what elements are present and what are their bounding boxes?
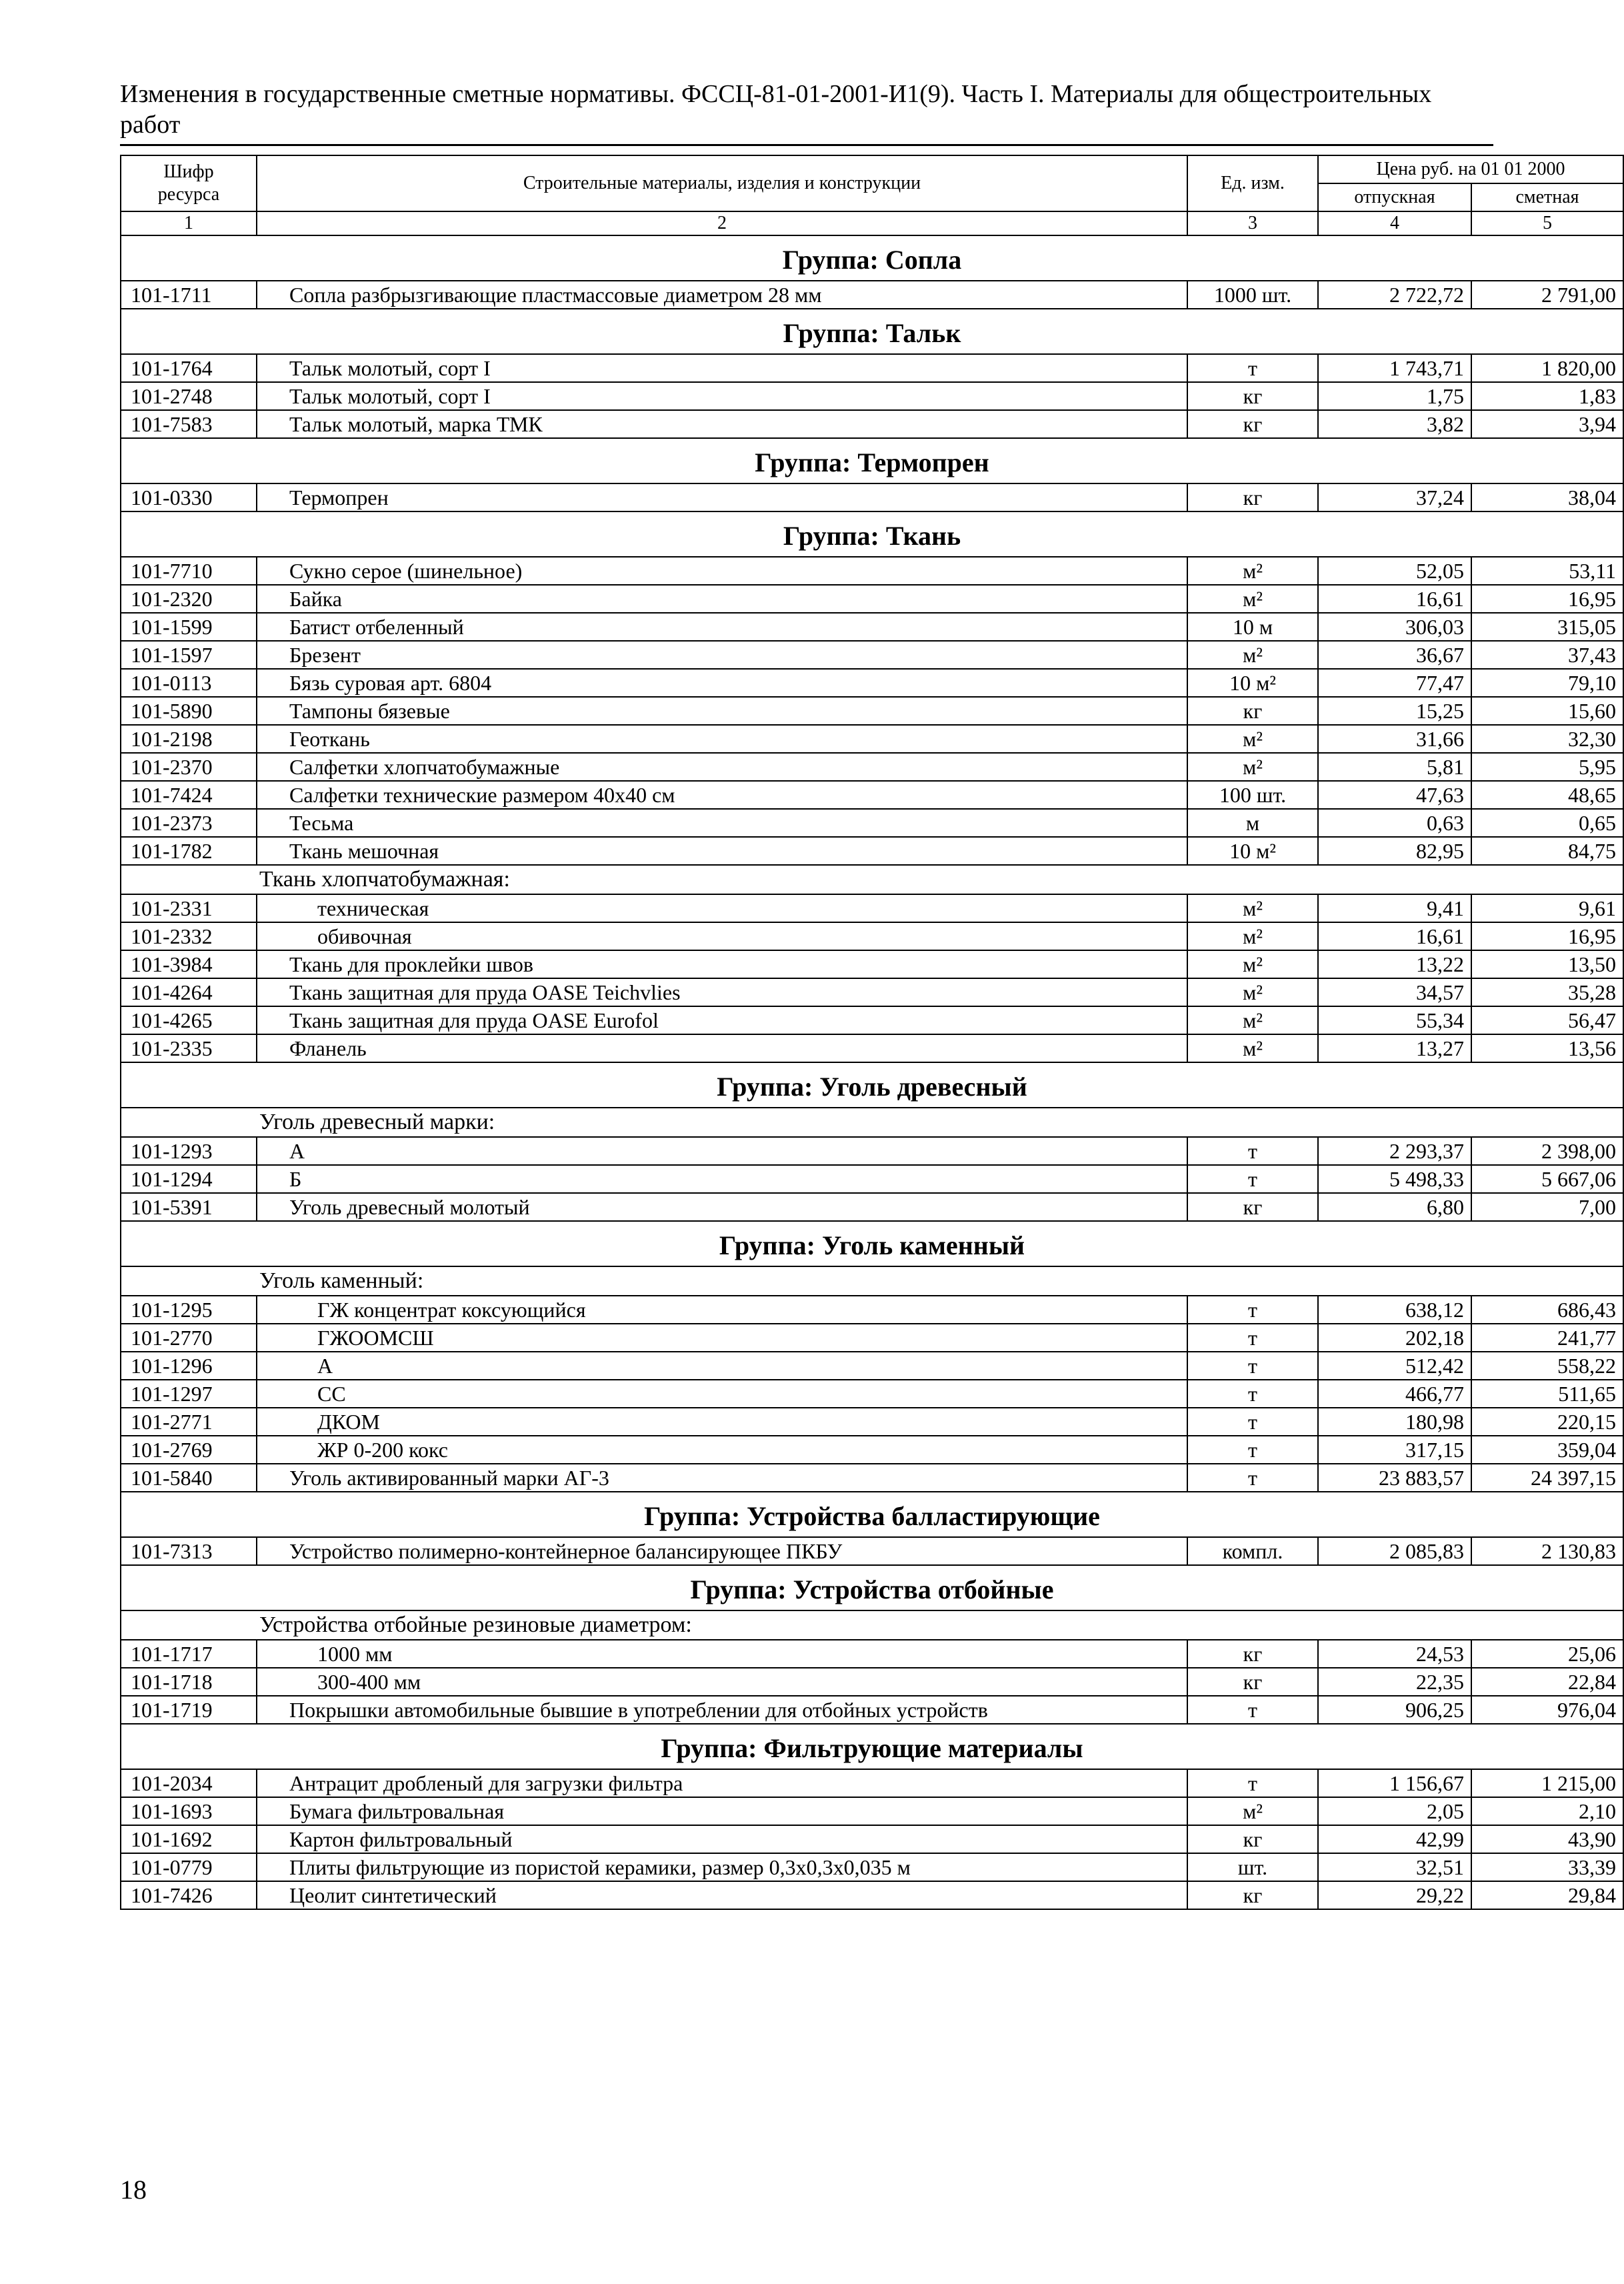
subgroup-spacer [121, 1266, 257, 1296]
unit-of-measure: т [1187, 1696, 1318, 1724]
release-price: 36,67 [1318, 641, 1471, 669]
estimate-price: 43,90 [1471, 1825, 1623, 1853]
unit-of-measure: т [1187, 1436, 1318, 1464]
table-row [121, 1006, 1623, 1034]
unit-of-measure: кг [1187, 1193, 1318, 1221]
resource-code: 101-1293 [121, 1137, 257, 1165]
table-body [121, 235, 1623, 1909]
resource-code: 101-4264 [121, 978, 257, 1006]
material-name: Тальк молотый, сорт I [257, 382, 1187, 410]
release-price: 42,99 [1318, 1825, 1471, 1853]
table-row [121, 669, 1623, 697]
resource-code: 101-1711 [121, 281, 257, 309]
release-price: 9,41 [1318, 894, 1471, 922]
estimate-price: 3,94 [1471, 410, 1623, 438]
resource-code: 101-7424 [121, 781, 257, 809]
estimate-price: 359,04 [1471, 1436, 1623, 1464]
unit-of-measure: т [1187, 354, 1318, 382]
material-name: Бязь суровая арт. 6804 [257, 669, 1187, 697]
table-row [121, 753, 1623, 781]
resource-code: 101-1717 [121, 1640, 257, 1668]
resource-code: 101-0330 [121, 483, 257, 511]
resource-code: 101-1294 [121, 1165, 257, 1193]
material-name: ГЖ концентрат коксующийся [257, 1296, 1187, 1324]
release-price: 52,05 [1318, 557, 1471, 585]
estimate-price: 48,65 [1471, 781, 1623, 809]
release-price: 22,35 [1318, 1668, 1471, 1696]
group-title: Группа: Уголь каменный [121, 1221, 1623, 1266]
resource-code: 101-2769 [121, 1436, 257, 1464]
material-name: Картон фильтровальный [257, 1825, 1187, 1853]
unit-of-measure: м [1187, 809, 1318, 837]
document-title: Изменения в государственные сметные нормативы. ФССЦ-81-01-2001-И1(9). Часть I. Материалы для общестроительных работ [120, 80, 1432, 139]
estimate-price: 38,04 [1471, 483, 1623, 511]
table-header [121, 155, 1623, 235]
table-row [121, 1380, 1623, 1408]
unit-of-measure: м² [1187, 978, 1318, 1006]
table-row [121, 354, 1623, 382]
material-name: Батист отбеленный [257, 613, 1187, 641]
estimate-price: 53,11 [1471, 557, 1623, 585]
resource-code: 101-2320 [121, 585, 257, 613]
column-number: 2 [257, 211, 1187, 235]
estimate-price: 2 791,00 [1471, 281, 1623, 309]
estimate-price: 13,56 [1471, 1034, 1623, 1062]
estimate-price: 29,84 [1471, 1881, 1623, 1909]
estimate-price: 7,00 [1471, 1193, 1623, 1221]
release-price: 13,27 [1318, 1034, 1471, 1062]
resource-code: 101-7426 [121, 1881, 257, 1909]
release-price: 16,61 [1318, 585, 1471, 613]
unit-of-measure: кг [1187, 1881, 1318, 1909]
material-name: Цеолит синтетический [257, 1881, 1187, 1909]
material-name: Геоткань [257, 725, 1187, 753]
table-row [121, 1408, 1623, 1436]
release-price: 23 883,57 [1318, 1464, 1471, 1492]
material-name: ЖР 0-200 кокс [257, 1436, 1187, 1464]
table-row [121, 483, 1623, 511]
unit-of-measure: кг [1187, 1640, 1318, 1668]
table-row [121, 1193, 1623, 1221]
table-row [121, 1464, 1623, 1492]
resource-code: 101-2335 [121, 1034, 257, 1062]
unit-of-measure: кг [1187, 382, 1318, 410]
unit-of-measure: т [1187, 1352, 1318, 1380]
release-price: 82,95 [1318, 837, 1471, 865]
table-row [121, 1668, 1623, 1696]
material-name: Сопла разбрызгивающие пластмассовые диаметром 28 мм [257, 281, 1187, 309]
release-price: 15,25 [1318, 697, 1471, 725]
group-heading-row [121, 309, 1623, 354]
table-row [121, 281, 1623, 309]
material-name: А [257, 1352, 1187, 1380]
estimate-price: 13,50 [1471, 950, 1623, 978]
estimate-price: 0,65 [1471, 809, 1623, 837]
unit-of-measure: т [1187, 1464, 1318, 1492]
header-code: Шифр ресурса [121, 155, 257, 211]
estimate-price: 84,75 [1471, 837, 1623, 865]
unit-of-measure: т [1187, 1380, 1318, 1408]
resource-code: 101-2373 [121, 809, 257, 837]
unit-of-measure: кг [1187, 1825, 1318, 1853]
unit-of-measure: м² [1187, 894, 1318, 922]
group-title: Группа: Ткань [121, 511, 1623, 557]
resource-code: 101-3984 [121, 950, 257, 978]
table-row [121, 1436, 1623, 1464]
release-price: 3,82 [1318, 410, 1471, 438]
group-heading-row [121, 438, 1623, 483]
unit-of-measure: 10 м [1187, 613, 1318, 641]
unit-of-measure: м² [1187, 557, 1318, 585]
resource-code: 101-7583 [121, 410, 257, 438]
column-number: 3 [1187, 211, 1318, 235]
resource-code: 101-1718 [121, 1668, 257, 1696]
group-title: Группа: Уголь древесный [121, 1062, 1623, 1108]
table-row [121, 1137, 1623, 1165]
subgroup-heading-row [121, 1610, 1623, 1640]
table-row [121, 1825, 1623, 1853]
column-number: 4 [1318, 211, 1471, 235]
table-row [121, 950, 1623, 978]
release-price: 32,51 [1318, 1853, 1471, 1881]
material-name: Брезент [257, 641, 1187, 669]
release-price: 0,63 [1318, 809, 1471, 837]
unit-of-measure: м² [1187, 585, 1318, 613]
estimate-price: 1 820,00 [1471, 354, 1623, 382]
material-name: Ткань для проклейки швов [257, 950, 1187, 978]
release-price: 466,77 [1318, 1380, 1471, 1408]
subgroup-heading-row [121, 1266, 1623, 1296]
estimate-price: 2 398,00 [1471, 1137, 1623, 1165]
material-name: Тесьма [257, 809, 1187, 837]
table-row [121, 557, 1623, 585]
header-price: Цена руб. на 01 01 2000 [1318, 155, 1623, 183]
table-row [121, 1537, 1623, 1565]
material-name: Фланель [257, 1034, 1187, 1062]
resource-code: 101-1599 [121, 613, 257, 641]
group-heading-row [121, 1221, 1623, 1266]
title-divider [120, 144, 1493, 146]
price-table-container [120, 155, 1617, 1910]
resource-code: 101-2331 [121, 894, 257, 922]
release-price: 5,81 [1318, 753, 1471, 781]
material-name: Ткань мешочная [257, 837, 1187, 865]
material-name: Ткань защитная для пруда OASE Eurofol [257, 1006, 1187, 1034]
resource-code: 101-1296 [121, 1352, 257, 1380]
release-price: 2,05 [1318, 1797, 1471, 1825]
unit-of-measure: 100 шт. [1187, 781, 1318, 809]
group-title: Группа: Термопрен [121, 438, 1623, 483]
group-heading-row [121, 1492, 1623, 1537]
table-row [121, 781, 1623, 809]
release-price: 1,75 [1318, 382, 1471, 410]
table-row [121, 894, 1623, 922]
resource-code: 101-1719 [121, 1696, 257, 1724]
resource-code: 101-7710 [121, 557, 257, 585]
release-price: 906,25 [1318, 1696, 1471, 1724]
resource-code: 101-1764 [121, 354, 257, 382]
resource-code: 101-7313 [121, 1537, 257, 1565]
table-row [121, 1881, 1623, 1909]
unit-of-measure: т [1187, 1296, 1318, 1324]
unit-of-measure: кг [1187, 410, 1318, 438]
group-heading-row [121, 511, 1623, 557]
group-title: Группа: Сопла [121, 235, 1623, 281]
estimate-price: 15,60 [1471, 697, 1623, 725]
estimate-price: 32,30 [1471, 725, 1623, 753]
group-heading-row [121, 1565, 1623, 1610]
release-price: 6,80 [1318, 1193, 1471, 1221]
material-name: 300-400 мм [257, 1668, 1187, 1696]
resource-code: 101-2332 [121, 922, 257, 950]
resource-code: 101-1297 [121, 1380, 257, 1408]
subgroup-title: Уголь каменный: [257, 1266, 1623, 1296]
group-title: Группа: Устройства отбойные [121, 1565, 1623, 1610]
release-price: 77,47 [1318, 669, 1471, 697]
group-heading-row [121, 235, 1623, 281]
table-row [121, 1165, 1623, 1193]
release-price: 47,63 [1318, 781, 1471, 809]
material-name: Уголь активированный марки АГ-3 [257, 1464, 1187, 1492]
material-name: Устройство полимерно-контейнерное балансирующее ПКБУ [257, 1537, 1187, 1565]
column-number: 1 [121, 211, 257, 235]
release-price: 31,66 [1318, 725, 1471, 753]
resource-code: 101-2034 [121, 1769, 257, 1797]
release-price: 2 722,72 [1318, 281, 1471, 309]
header-estimate-price: сметная [1471, 183, 1623, 211]
resource-code: 101-2771 [121, 1408, 257, 1436]
estimate-price: 2 130,83 [1471, 1537, 1623, 1565]
estimate-price: 33,39 [1471, 1853, 1623, 1881]
resource-code: 101-5840 [121, 1464, 257, 1492]
unit-of-measure: т [1187, 1769, 1318, 1797]
table-row [121, 1034, 1623, 1062]
group-heading-row [121, 1062, 1623, 1108]
subgroup-title: Ткань хлопчатобумажная: [257, 865, 1623, 894]
estimate-price: 686,43 [1471, 1296, 1623, 1324]
subgroup-title: Устройства отбойные резиновые диаметром: [257, 1610, 1623, 1640]
estimate-price: 220,15 [1471, 1408, 1623, 1436]
resource-code: 101-5391 [121, 1193, 257, 1221]
material-name: Бумага фильтровальная [257, 1797, 1187, 1825]
table-row [121, 1853, 1623, 1881]
material-name: Плиты фильтрующие из пористой керамики, размер 0,3х0,3х0,035 м [257, 1853, 1187, 1881]
table-row [121, 1640, 1623, 1668]
release-price: 180,98 [1318, 1408, 1471, 1436]
material-name: ДКОМ [257, 1408, 1187, 1436]
resource-code: 101-1782 [121, 837, 257, 865]
release-price: 34,57 [1318, 978, 1471, 1006]
release-price: 638,12 [1318, 1296, 1471, 1324]
header-name: Строительные материалы, изделия и конструкции [257, 155, 1187, 211]
release-price: 5 498,33 [1318, 1165, 1471, 1193]
release-price: 306,03 [1318, 613, 1471, 641]
material-name: Байка [257, 585, 1187, 613]
estimate-price: 558,22 [1471, 1352, 1623, 1380]
subgroup-heading-row [121, 1108, 1623, 1137]
material-name: ГЖООМСШ [257, 1324, 1187, 1352]
release-price: 16,61 [1318, 922, 1471, 950]
material-name: 1000 мм [257, 1640, 1187, 1668]
unit-of-measure: м² [1187, 1797, 1318, 1825]
estimate-price: 24 397,15 [1471, 1464, 1623, 1492]
unit-of-measure: м² [1187, 725, 1318, 753]
table-row [121, 837, 1623, 865]
table-row [121, 382, 1623, 410]
column-number: 5 [1471, 211, 1623, 235]
unit-of-measure: т [1187, 1408, 1318, 1436]
unit-of-measure: м² [1187, 753, 1318, 781]
table-row [121, 613, 1623, 641]
material-name: Б [257, 1165, 1187, 1193]
table-row [121, 922, 1623, 950]
resource-code: 101-2370 [121, 753, 257, 781]
unit-of-measure: 10 м² [1187, 669, 1318, 697]
subgroup-spacer [121, 1108, 257, 1137]
material-name: Салфетки технические размером 40х40 см [257, 781, 1187, 809]
release-price: 29,22 [1318, 1881, 1471, 1909]
material-name: Сукно серое (шинельное) [257, 557, 1187, 585]
group-title: Группа: Тальк [121, 309, 1623, 354]
estimate-price: 1,83 [1471, 382, 1623, 410]
table-row [121, 1696, 1623, 1724]
header-unit: Ед. изм. [1187, 155, 1318, 211]
release-price: 202,18 [1318, 1324, 1471, 1352]
material-name: Салфетки хлопчатобумажные [257, 753, 1187, 781]
release-price: 55,34 [1318, 1006, 1471, 1034]
estimate-price: 9,61 [1471, 894, 1623, 922]
resource-code: 101-0113 [121, 669, 257, 697]
group-heading-row [121, 1724, 1623, 1769]
release-price: 37,24 [1318, 483, 1471, 511]
table-row [121, 1296, 1623, 1324]
resource-code: 101-1597 [121, 641, 257, 669]
unit-of-measure: шт. [1187, 1853, 1318, 1881]
estimate-price: 56,47 [1471, 1006, 1623, 1034]
estimate-price: 315,05 [1471, 613, 1623, 641]
resource-code: 101-4265 [121, 1006, 257, 1034]
subgroup-spacer [121, 1610, 257, 1640]
material-name: Антрацит дробленый для загрузки фильтра [257, 1769, 1187, 1797]
table-row [121, 1352, 1623, 1380]
material-name: Тампоны бязевые [257, 697, 1187, 725]
release-price: 317,15 [1318, 1436, 1471, 1464]
material-name: Покрышки автомобильные бывшие в употреблении для отбойных устройств [257, 1696, 1187, 1724]
unit-of-measure: кг [1187, 697, 1318, 725]
subgroup-spacer [121, 865, 257, 894]
estimate-price: 16,95 [1471, 585, 1623, 613]
material-name: Уголь древесный молотый [257, 1193, 1187, 1221]
estimate-price: 1 215,00 [1471, 1769, 1623, 1797]
table-row [121, 978, 1623, 1006]
page-number: 18 [120, 2175, 147, 2205]
release-price: 2 085,83 [1318, 1537, 1471, 1565]
unit-of-measure: кг [1187, 483, 1318, 511]
table-row [121, 809, 1623, 837]
unit-of-measure: компл. [1187, 1537, 1318, 1565]
resource-code: 101-0779 [121, 1853, 257, 1881]
unit-of-measure: т [1187, 1324, 1318, 1352]
resource-code: 101-2770 [121, 1324, 257, 1352]
material-name: техническая [257, 894, 1187, 922]
price-table [120, 155, 1624, 1910]
table-row [121, 585, 1623, 613]
estimate-price: 511,65 [1471, 1380, 1623, 1408]
unit-of-measure: м² [1187, 1006, 1318, 1034]
resource-code: 101-2748 [121, 382, 257, 410]
unit-of-measure: т [1187, 1137, 1318, 1165]
estimate-price: 79,10 [1471, 669, 1623, 697]
release-price: 512,42 [1318, 1352, 1471, 1380]
material-name: Ткань защитная для пруда OASE Teichvlies [257, 978, 1187, 1006]
table-row [121, 641, 1623, 669]
table-row [121, 1797, 1623, 1825]
subgroup-heading-row [121, 865, 1623, 894]
release-price: 1 743,71 [1318, 354, 1471, 382]
material-name: СС [257, 1380, 1187, 1408]
release-price: 1 156,67 [1318, 1769, 1471, 1797]
table-row [121, 725, 1623, 753]
table-row [121, 697, 1623, 725]
group-title: Группа: Фильтрующие материалы [121, 1724, 1623, 1769]
material-name: Термопрен [257, 483, 1187, 511]
unit-of-measure: м² [1187, 950, 1318, 978]
estimate-price: 5 667,06 [1471, 1165, 1623, 1193]
resource-code: 101-1295 [121, 1296, 257, 1324]
column-number-row [121, 211, 1623, 235]
subgroup-title: Уголь древесный марки: [257, 1108, 1623, 1137]
unit-of-measure: м² [1187, 922, 1318, 950]
table-row [121, 410, 1623, 438]
unit-of-measure: т [1187, 1165, 1318, 1193]
resource-code: 101-1692 [121, 1825, 257, 1853]
estimate-price: 241,77 [1471, 1324, 1623, 1352]
resource-code: 101-5890 [121, 697, 257, 725]
estimate-price: 2,10 [1471, 1797, 1623, 1825]
unit-of-measure: м² [1187, 641, 1318, 669]
estimate-price: 25,06 [1471, 1640, 1623, 1668]
estimate-price: 22,84 [1471, 1668, 1623, 1696]
header-release-price: отпускная [1318, 183, 1471, 211]
unit-of-measure: 10 м² [1187, 837, 1318, 865]
estimate-price: 35,28 [1471, 978, 1623, 1006]
table-row [121, 1769, 1623, 1797]
unit-of-measure: 1000 шт. [1187, 281, 1318, 309]
unit-of-measure: м² [1187, 1034, 1318, 1062]
material-name: Тальк молотый, марка ТМК [257, 410, 1187, 438]
unit-of-measure: кг [1187, 1668, 1318, 1696]
release-price: 13,22 [1318, 950, 1471, 978]
material-name: Тальк молотый, сорт I [257, 354, 1187, 382]
group-title: Группа: Устройства балластирующие [121, 1492, 1623, 1537]
resource-code: 101-1693 [121, 1797, 257, 1825]
estimate-price: 976,04 [1471, 1696, 1623, 1724]
resource-code: 101-2198 [121, 725, 257, 753]
material-name: обивочная [257, 922, 1187, 950]
table-row [121, 1324, 1623, 1352]
release-price: 2 293,37 [1318, 1137, 1471, 1165]
release-price: 24,53 [1318, 1640, 1471, 1668]
material-name: А [257, 1137, 1187, 1165]
estimate-price: 37,43 [1471, 641, 1623, 669]
estimate-price: 16,95 [1471, 922, 1623, 950]
estimate-price: 5,95 [1471, 753, 1623, 781]
